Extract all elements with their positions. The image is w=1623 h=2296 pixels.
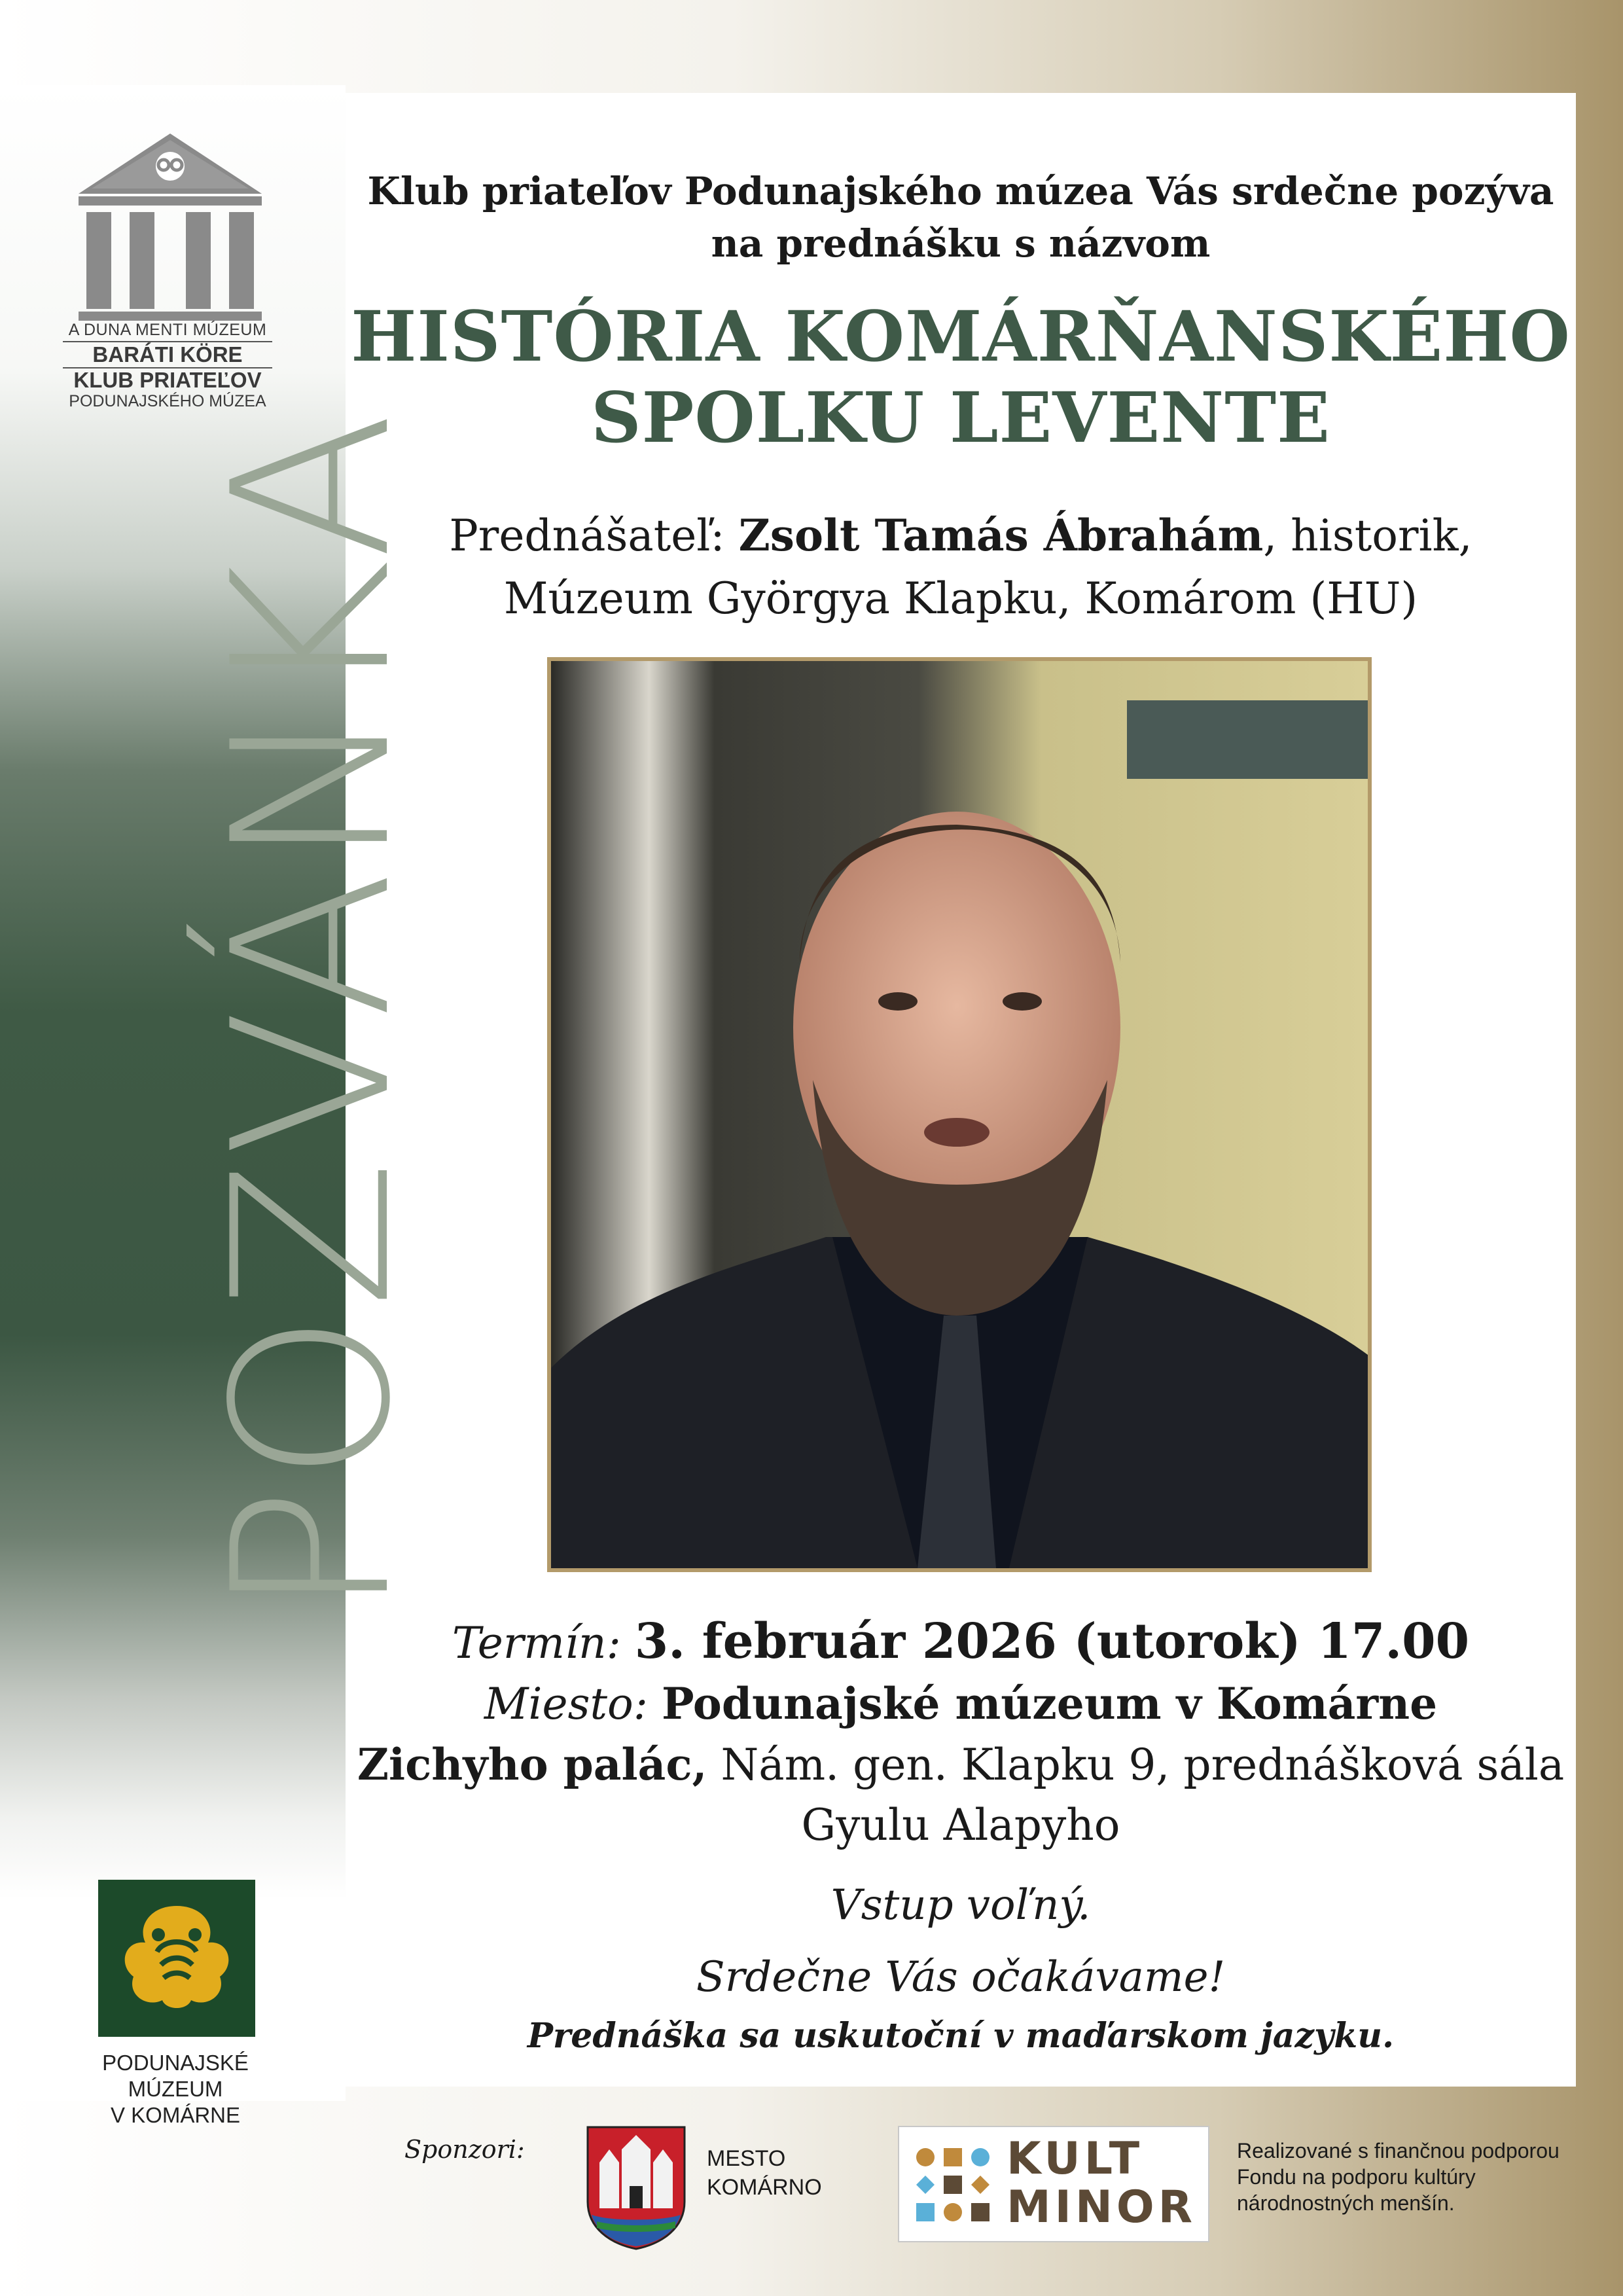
- club-logo-text: [63, 321, 272, 410]
- event-details: [346, 1611, 1576, 1856]
- fund-line1: Realizované s finančnou podporou: [1237, 2139, 1560, 2162]
- kult-minor-pattern-icon: [914, 2145, 992, 2224]
- speaker-label: Prednášateľ:: [449, 511, 739, 561]
- club-logo-line1: A DUNA MENTI MÚZEUM: [63, 321, 272, 342]
- museum-logo: [98, 1880, 255, 2037]
- museum-name-line2: MÚZEUM: [128, 2077, 223, 2101]
- city-line1: MESTO: [707, 2146, 786, 2171]
- club-logo-line2: BARÁTI KÖRE: [92, 342, 243, 367]
- welcome-text: Srdečne Vás očakávame!: [696, 1953, 1226, 2001]
- term-value: 3. február 2026 (utorok) 17.00: [634, 1613, 1470, 1670]
- kult-line1: KULT: [1007, 2133, 1144, 2185]
- speaker-portrait-icon: [551, 661, 1368, 1568]
- museum-emblem-icon: [98, 1880, 255, 2037]
- speaker-institution: Múzeum Györgya Klapku, Komárom (HU): [503, 573, 1418, 624]
- fund-line2: Fondu na podporu kultúry: [1237, 2165, 1476, 2189]
- club-logo-line3: KLUB PRIATEĽOV: [63, 367, 272, 392]
- club-temple-logo: [65, 128, 275, 325]
- kult-minor-logo: [898, 2126, 1209, 2242]
- museum-name-line1: PODUNAJSKÉ: [102, 2051, 249, 2075]
- title-line1: HISTÓRIA KOMÁRŇANSKÉHO: [351, 295, 1571, 377]
- address: Nám. gen. Klapku 9, prednášková sála: [707, 1740, 1565, 1790]
- building-name: Zichyho palác,: [357, 1739, 707, 1790]
- hall-name: Gyulu Alapyho: [801, 1800, 1120, 1850]
- speaker-role: , historik,: [1263, 511, 1472, 561]
- intro-line2: na prednášku s názvom: [711, 221, 1211, 266]
- lecture-title: [346, 296, 1576, 458]
- sponsors-label: Sponzori:: [404, 2135, 525, 2164]
- city-name: [707, 2144, 822, 2202]
- place-label: Miesto:: [484, 1679, 648, 1729]
- museum-name-line3: V KOMÁRNE: [110, 2103, 241, 2127]
- place-value: Podunajské múzeum v Komárne: [661, 1678, 1438, 1729]
- museum-name: [63, 2050, 288, 2128]
- closing-text: [346, 1869, 1576, 2013]
- entry-free: Vstup voľný.: [830, 1881, 1091, 1929]
- title-line2: SPOLKU LEVENTE: [591, 376, 1330, 458]
- speaker-info: [346, 504, 1576, 630]
- city-line2: KOMÁRNO: [707, 2175, 822, 2200]
- funding-note: [1237, 2138, 1603, 2216]
- invitation-intro: [346, 165, 1576, 270]
- vertical-title-pozvanka: POZVÁNKA: [187, 408, 438, 1617]
- speaker-name: Zsolt Tamás Ábrahám: [738, 510, 1264, 561]
- language-note: Prednáška sa uskutoční v maďarskom jazyku.: [527, 2016, 1395, 2056]
- komarno-coat-of-arms-icon: [584, 2123, 688, 2251]
- club-logo-line4: PODUNAJSKÉHO MÚZEA: [69, 392, 266, 410]
- fund-line3: národnostných menšín.: [1237, 2191, 1455, 2215]
- intro-line1: Klub priateľov Podunajského múzea Vás srdečne pozýva: [367, 169, 1554, 213]
- kult-line2: MINOR: [1007, 2181, 1197, 2233]
- speaker-photo: [547, 657, 1372, 1572]
- term-label: Termín:: [452, 1618, 621, 1668]
